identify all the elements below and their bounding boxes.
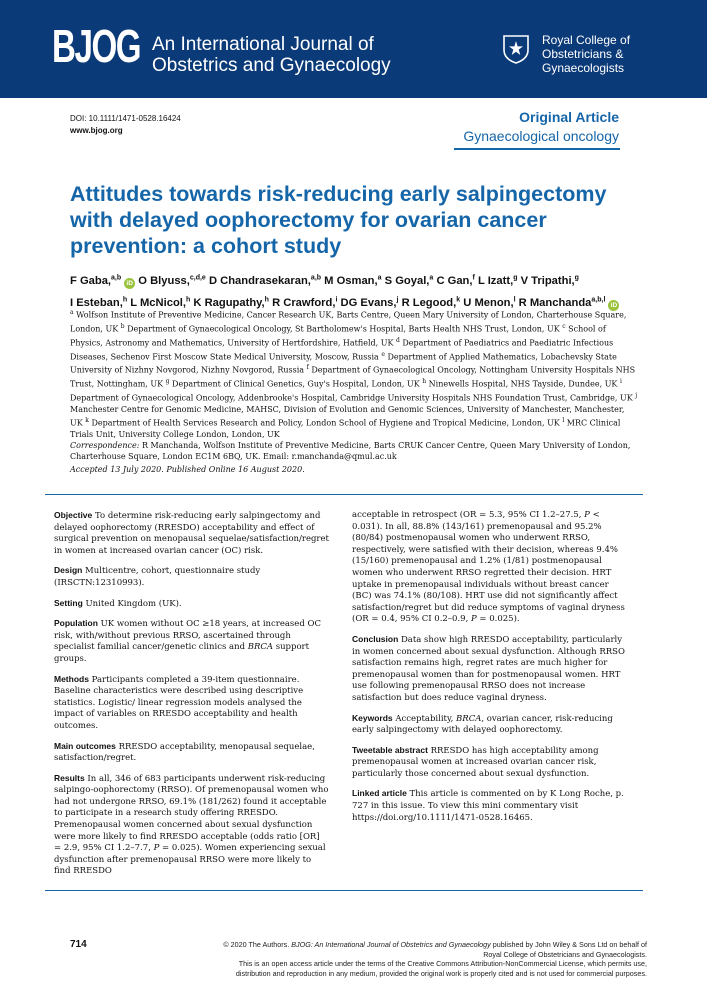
bjog-logo: BJOG (52, 20, 141, 72)
tweetable-label: Tweetable abstract (352, 744, 428, 755)
article-type: Original Article (519, 109, 619, 125)
author-affiliation-mark: a,b,l (591, 296, 606, 304)
author-name: R Legood, (401, 297, 457, 310)
methods-text: Participants completed a 39-item questionnaire. Baseline characteristics were described using descriptive statistics. Logistic/ linear regression models analysed the impact of variables on RRESDO acceptability and health outcomes. (54, 674, 304, 731)
methods-label: Methods (54, 673, 89, 684)
orcid-icon[interactable]: iD (608, 300, 619, 311)
page-number: 714 (70, 939, 87, 950)
copyright-journal: BJOG: An International Journal of Obstetrics and Gynaecology (291, 940, 491, 949)
affiliation-mark: d (395, 336, 400, 344)
author-affiliation-mark: h (122, 296, 128, 304)
author (478, 275, 518, 287)
accepted-date: Accepted 13 July 2020. Published Online 16 August 2020. (70, 465, 305, 474)
affiliation-text: Department of Gynaecological Oncology, Nottingham University Hospitals NHS Trust, Nottingham, UK (70, 366, 636, 389)
author-affiliation-mark: f (472, 274, 475, 281)
abstract-main-outcomes (54, 741, 329, 765)
affiliation-text: Department of Gynaecological Oncology, Addenbrooke's Hospital, Cambridge University Hospitals NHS Foundation Trust, Cambridge, UK (70, 393, 636, 403)
affiliation-mark: c (562, 322, 566, 330)
setting-text: United Kingdom (UK). (85, 598, 182, 609)
affiliation-text: Department of Health Services Research and Policy, London School of Hygiene and Tropical Medicine, London, UK (88, 418, 563, 428)
abstract-setting (54, 598, 329, 611)
conclusion-text: Data show high RRESDO acceptability, particularly in women concerned about sexual dysfunction. Although RRSO satisfaction remains high, regret rates are much higher for premenopausal women than for postmenopausal women. HRT use following premenopausal RRSO does not increase satisfaction but does reduce vaginal dryness. (352, 634, 625, 703)
author-affiliation-mark: g (574, 274, 579, 281)
author-name: F Gaba, (70, 274, 112, 287)
main-outcomes-text: RRESDO acceptability, menopausal sequelae, satisfaction/regret. (54, 741, 315, 764)
author-name: M Osman, (324, 274, 378, 287)
abstract-design (54, 565, 329, 589)
abstract-right-column (352, 510, 627, 832)
journal-name-line1: An International Journal of (152, 34, 374, 55)
author-affiliation-mark: c,d,e (189, 274, 206, 281)
abstract-conclusion (352, 634, 627, 705)
affiliations (70, 307, 638, 463)
author-affiliation-mark: a (377, 274, 382, 281)
author-name: L McNicol, (130, 297, 186, 310)
author-affiliation-mark: k (456, 296, 461, 304)
results-text-c: acceptable in retrospect (OR = 5.3, 95% CI 1.2–27.5, (352, 510, 582, 520)
affiliation-mark: j (635, 392, 638, 400)
copyright-text: © 2020 The Authors. (223, 940, 290, 949)
affiliation-text: Manchester Centre for Genomic Medicine, MAHSC, Division of Evolution and Genomic Sciences, University of Manchester, Manchester, UK (70, 405, 625, 428)
doi: DOI: 10.1111/1471-0528.16424 (70, 114, 181, 123)
keywords-brca: BRCA (456, 713, 482, 724)
results-p-symbol-3: P (470, 614, 477, 625)
keywords-text: Acceptability, (395, 713, 454, 724)
correspondence-text: R Manchanda, Wolfson Institute of Preventive Medicine, Barts CRUK Cancer Centre, Queen Mary University of London, Charterhouse Square, London EC1M 6BQ, UK. Email: r.manchanda@qmul.ac.uk (70, 441, 631, 462)
affiliation-text: Department of Clinical Genetics, Guy's Hospital, London, UK (169, 379, 423, 389)
affiliation-mark: l (562, 417, 565, 425)
author-name: R Crawford, (272, 297, 336, 310)
results-label: Results (54, 772, 85, 783)
population-brca: BRCA (247, 642, 274, 653)
abstract-results (54, 773, 329, 878)
results-text-d: < 0.031). In all, 88.8% (143/161) premenopausal and 95.2% (80/84) postmenopausal women who underwent RRSO, respectively, were satisfied with their decision, whereas 9.4% (15/160) premenopausal and 1.2% (1/81) postmenopausal women who underwent RRSO regretted their decision. HRT uptake in premenopausal individuals without breast cancer (BC) was 74.1% (80/108). HRT use did not significantly affect satisfaction/regret but did reduce symptoms of vaginal dryness (OR = 0.4, 95% CI 0.2–0.9, (352, 510, 625, 625)
population-label: Population (54, 618, 98, 629)
linked-label: Linked article (352, 788, 407, 799)
college-emblem-icon (502, 34, 530, 64)
author (521, 275, 579, 287)
correspondence-label: Correspondence: (70, 441, 140, 451)
results-text: In all, 346 of 683 participants underwent risk-reducing salpingo-oophorectomy (RRSO). Of premenopausal women who had not undergone RRSO, 69.1% (181/262) found it acceptable to participate in a research study offering RRESDO. Premenopausal women concerned about sexual dysfunction were more likely to find RRESDO acceptable (odds ratio [OR] = 2.9, 95% CI 1.2–7.7, (54, 773, 329, 854)
linked-text: This article is commented on by K Long Roche, p. 727 in this issue. To view this mini commentary visit https://doi.org/10.1111/1471-0528.16465. (352, 789, 624, 823)
author-affiliation-mark: a,b (310, 274, 322, 281)
affiliation-mark: h (422, 378, 427, 386)
abstract-objective (54, 510, 329, 557)
affiliation-text: Wolfson Institute of Preventive Medicine, Cancer Research UK, Barts Centre, Queen Mary University of London, Charterhouse Square, London, UK (70, 310, 627, 334)
population-text-end: support groups. (54, 642, 310, 664)
license-line-2: distribution and reproduction in any medium, provided the original work is properly cited and is not used for commercial purposes. (235, 968, 647, 978)
abstract-linked-article (352, 788, 627, 824)
objective-text: To determine risk-reducing early salpingectomy and delayed oophorectomy (RRESDO) acceptability and effect of surgical prevention on menopausal sequelae/satisfaction/regret in women at increased ovarian cancer (OC) risk. (54, 511, 329, 556)
author-name: V Tripathi, (520, 274, 575, 287)
abstract-population (54, 618, 329, 665)
design-text: Multicentre, cohort, questionnaire study (IRSCTN:12310993). (54, 566, 261, 588)
author-affiliation-mark: h (186, 296, 191, 304)
author-name: D Chandrasekaran, (208, 274, 311, 287)
setting-label: Setting (54, 597, 83, 608)
correspondence (70, 440, 638, 462)
author-name: S Goyal, (384, 274, 430, 287)
author-name: K Ragupathy, (193, 297, 265, 310)
keywords-text-end: , ovarian cancer, risk-reducing early salpingectomy with delayed oophorectomy. (352, 713, 613, 736)
author (385, 275, 434, 287)
abstract-methods (54, 674, 329, 733)
copyright-footer (87, 940, 647, 978)
author-name: U Menon, (463, 297, 514, 310)
journal-name-line2: Obstetrics and Gynaecology (152, 55, 391, 76)
conclusion-label: Conclusion (352, 633, 399, 644)
author-affiliation-mark: a (429, 274, 434, 281)
copyright-line (87, 940, 647, 950)
journal-header (0, 0, 707, 98)
section-divider (454, 148, 620, 150)
tweetable-text: RRESDO has high acceptability among premenopausal women at increased ovarian cancer risk, particularly those concerned about sexual dysfunction. (352, 745, 599, 779)
results-text-cont: = 0.025). Women experiencing sexual dysfunction after premenopausal RRSO were more likely to find RRESDO (54, 843, 326, 877)
college-name-line1: Royal College of (542, 33, 631, 47)
orcid-icon[interactable]: iD (124, 278, 135, 289)
affiliation-mark: k (85, 417, 89, 425)
objective-label: Objective (54, 510, 93, 520)
college-name-line3: Gynaecologists (542, 61, 625, 75)
journal-name (152, 34, 391, 76)
affiliation-text: Ninewells Hospital, NHS Tayside, Dundee, UK (426, 379, 620, 389)
affiliation-mark: i (619, 378, 622, 386)
affiliation-list (70, 307, 638, 440)
affiliation-mark: g (165, 378, 170, 386)
affiliation-mark: a (70, 309, 74, 316)
abstract-results-continued (352, 510, 627, 626)
design-label: Design (54, 565, 83, 576)
main-outcomes-label: Main outcomes (54, 740, 116, 751)
affiliation-mark: f (306, 364, 309, 372)
article-section: Gynaecological oncology (463, 128, 619, 144)
affiliation-mark: b (120, 322, 125, 330)
affiliation-text: Department of Paediatrics and Paediatric Infectious Diseases, Sechenov First Moscow State Medical University, Moscow, Russia (70, 338, 614, 362)
author (324, 275, 381, 287)
affiliation-text: School of Physics, Astronomy and Mathematics, University of Hertfordshire, Hatfield, UK (70, 324, 606, 348)
article-title: Attitudes towards risk-reducing early salpingectomy with delayed oophorectomy for ovarian cancer prevention: a cohort study (70, 182, 607, 258)
author-name: R Manchanda (518, 297, 592, 310)
author-name: DG Evans, (340, 297, 397, 310)
college-name (542, 33, 630, 75)
author-affiliation-mark: a,b (111, 274, 122, 281)
abstract-keywords (352, 713, 627, 737)
license-line-1: This is an open access article under the terms of the Creative Commons Attribution-NonCommercial License, which permits use, (238, 959, 647, 968)
copyright-publisher: published by John Wiley & Sons Ltd on behalf of (492, 940, 647, 949)
results-p-symbol-2: P (584, 510, 590, 520)
affiliation-text: Department of Applied Mathematics, Lobachevsky State University of Nizhny Novgorod, Nizhny Novgorod, Russia (70, 352, 617, 376)
author-affiliation-mark: g (513, 274, 518, 281)
author (209, 275, 321, 287)
abstract-left-column (54, 510, 329, 886)
author (138, 275, 206, 287)
author-name: O Blyuss, (138, 274, 190, 287)
abstract-tweetable (352, 745, 627, 781)
author-name: C Gan, (436, 274, 473, 287)
affiliation-text: Department of Gynaecological Oncology, St Bartholomew's Hospital, Barts Health NHS Trust, London, UK (124, 324, 563, 334)
author-affiliation-mark: i (335, 296, 338, 304)
college-name-line2: Obstetricians & (542, 47, 624, 61)
keywords-label: Keywords (352, 712, 393, 723)
author-name: I Esteban, (70, 297, 123, 310)
author-name: L Izatt, (477, 274, 514, 287)
author (70, 275, 135, 287)
author-affiliation-mark: j (396, 296, 399, 304)
population-text: UK women without OC ≥18 years, at increased OC risk, with/without previous RRSO, ascertained through specialist familial cancer/genetic clinics and (54, 619, 321, 653)
results-text-e: = 0.025). (479, 614, 520, 625)
journal-url[interactable]: www.bjog.org (70, 126, 123, 135)
author (436, 275, 474, 287)
author-affiliation-mark: h (264, 296, 269, 304)
results-p-symbol: P (153, 843, 160, 854)
affiliation-mark: e (381, 350, 385, 358)
author-affiliation-mark: l (513, 296, 516, 304)
copyright-college: Royal College of Obstetricians and Gynaecologists. (483, 949, 647, 959)
affiliation-text: MRC Clinical Trials Unit, University College London, London, UK (70, 418, 621, 440)
